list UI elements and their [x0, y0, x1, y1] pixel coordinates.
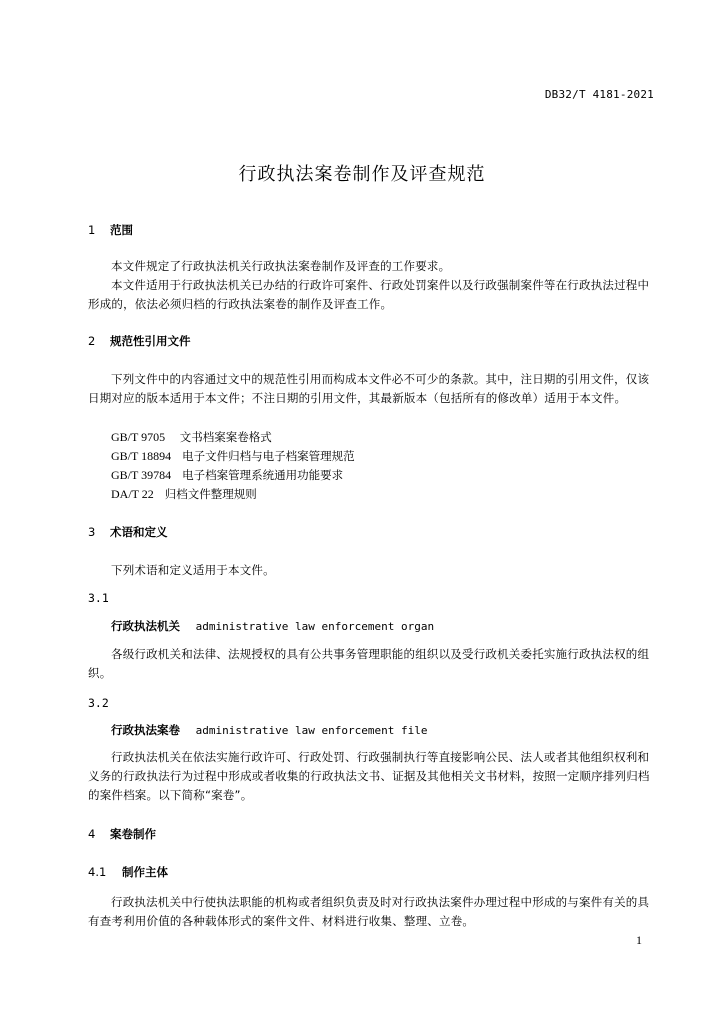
term-english: administrative law enforcement organ — [195, 620, 435, 633]
subsection-4-1-heading — [88, 864, 168, 880]
section-title: 范围 — [110, 223, 134, 237]
reference-code: DA/T 22 — [111, 487, 154, 501]
term-chinese: 行政执法机关 — [111, 619, 180, 633]
section-number: 3 — [88, 525, 96, 539]
reference-code: GB/T 39784 — [111, 468, 172, 482]
section-title: 规范性引用文件 — [110, 334, 191, 348]
term-definition: 各级行政机关和法律、法规授权的具有公共事务管理职能的组织以及受行政机关委托实施行政执法权的组织。 — [88, 647, 650, 680]
term-chinese: 行政执法案卷 — [111, 723, 180, 737]
section-title: 术语和定义 — [110, 525, 168, 539]
section-3-paragraph-1: 下列术语和定义适用于本文件。 — [111, 563, 275, 577]
subsection-number: 4.1 — [88, 865, 107, 879]
section-title: 案卷制作 — [110, 827, 157, 841]
section-2-heading — [88, 333, 191, 349]
section-1-paragraph-2: 本文件适用于行政执法机关已办结的行政许可案件、行政处罚案件以及行政强制案件等在行政执法过程中形成的，依法必须归档的行政执法案卷的制作及评查工作。 — [88, 278, 650, 311]
term-number: 3.2 — [88, 696, 109, 710]
section-3-heading — [88, 524, 168, 540]
standard-number: DB32/T 4181-2021 — [544, 88, 654, 101]
reference-code: GB/T 18894 — [111, 449, 172, 463]
term-definition: 行政执法机关在依法实施行政许可、行政处罚、行政强制执行等直接影响公民、法人或者其他组织权利和义务的行政执法行为过程中形成或者收集的行政执法文书、证据及其他相关文书材料，按照一定顺序排列归档的案件档案。以下简称“案卷”。 — [88, 750, 650, 802]
reference-name: 文书档案案卷格式 — [179, 430, 272, 444]
reference-item — [111, 428, 272, 447]
section-2-paragraph-1: 下列文件中的内容通过文中的规范性引用而构成本文件必不可少的条款。其中，注日期的引用文件，仅该日期对应的版本适用于本文件；不注日期的引用文件，其最新版本（包括所有的修改单）适用于本文件。 — [88, 372, 650, 405]
subsection-title: 制作主体 — [122, 865, 169, 879]
section-1-paragraph-1: 本文件规定了行政执法机关行政执法案卷制作及评查的工作要求。 — [111, 259, 451, 273]
term-number: 3.1 — [88, 591, 109, 605]
section-number: 2 — [88, 334, 96, 348]
reference-name: 电子档案管理系统通用功能要求 — [182, 468, 344, 482]
reference-code: GB/T 9705 — [111, 430, 166, 444]
page-number: 1 — [636, 933, 642, 947]
reference-item — [111, 447, 355, 466]
section-number: 4 — [88, 827, 96, 841]
term-english: administrative law enforcement file — [195, 724, 428, 737]
subsection-4-1-paragraph: 行政执法机关中行使执法职能的机构或者组织负责及时对行政执法案件办理过程中形成的与案件有关的具有查考利用价值的各种载体形式的案件文件、材料进行收集、整理、立卷。 — [88, 895, 650, 928]
reference-name: 归档文件整理规则 — [164, 487, 257, 501]
section-4-heading — [88, 826, 156, 842]
term-entry — [111, 722, 427, 738]
document-title: 行政执法案卷制作及评查规范 — [238, 164, 486, 185]
reference-item — [111, 485, 257, 504]
section-number: 1 — [88, 223, 96, 237]
term-entry — [111, 618, 434, 634]
reference-name: 电子文件归档与电子档案管理规范 — [182, 449, 355, 463]
section-1-heading — [88, 222, 133, 238]
reference-item — [111, 466, 343, 485]
